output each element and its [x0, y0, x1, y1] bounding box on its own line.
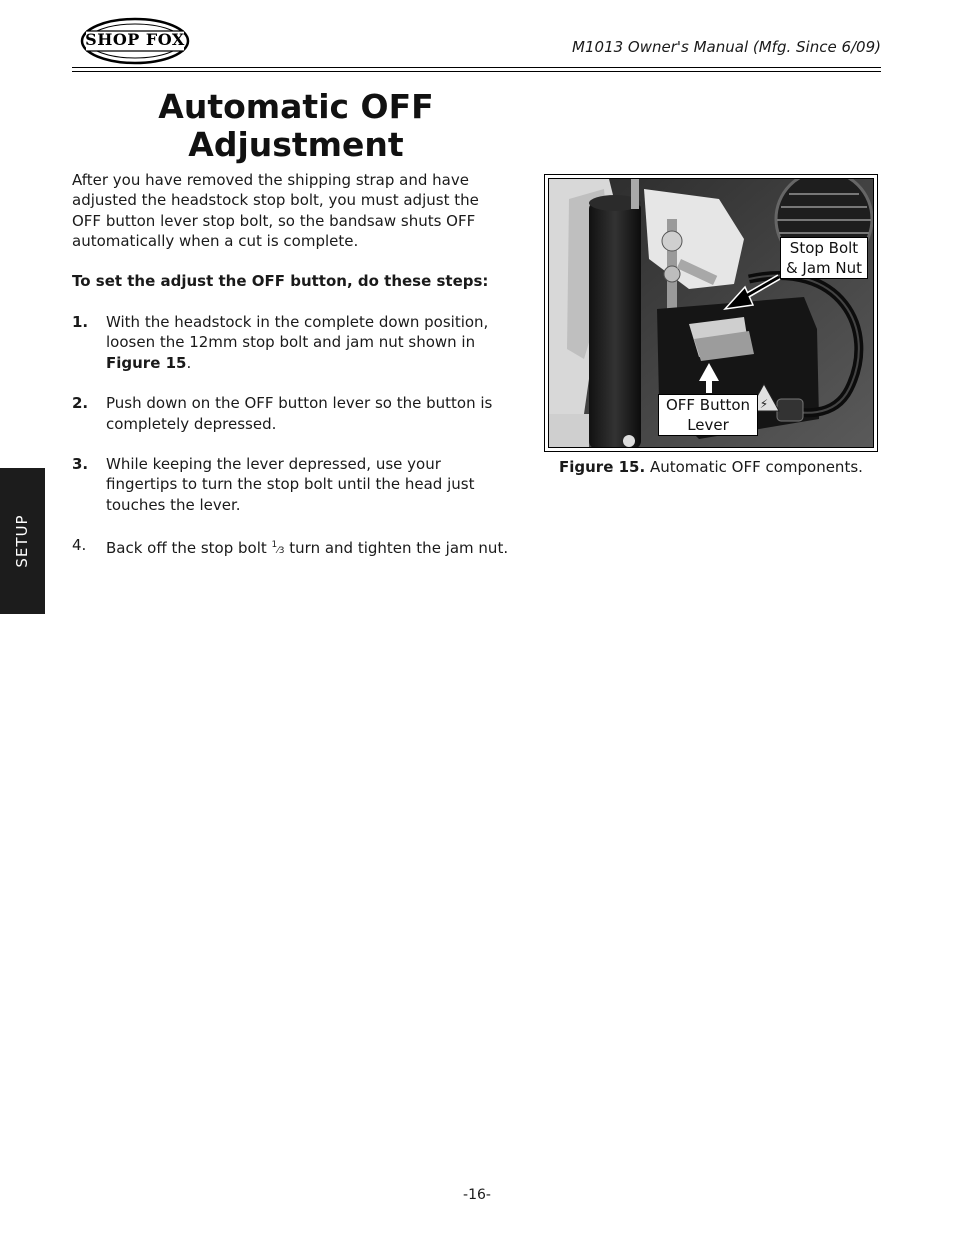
- figure-caption-text: Automatic OFF components.: [645, 458, 863, 476]
- section-title-line2: Adjustment: [188, 125, 404, 164]
- step-item: [72, 535, 512, 561]
- steps-heading: To set the adjust the OFF button, do these steps:: [72, 272, 489, 291]
- figure-15-photo: [548, 178, 874, 448]
- step-number: 2.: [72, 394, 89, 413]
- section-title-line1: Automatic OFF: [158, 87, 434, 126]
- fraction-denominator: 3: [278, 546, 285, 557]
- section-side-tab: [0, 468, 45, 614]
- figure-label: Figure 15.: [559, 458, 646, 476]
- callout-stop-bolt-jam-nut: Stop Bolt & Jam Nut: [780, 237, 868, 279]
- logo-text: SHOP FOX: [85, 30, 185, 49]
- step-item: [72, 393, 512, 434]
- figure-15-frame: [544, 174, 878, 452]
- header-divider: [72, 67, 881, 68]
- step-item: [72, 312, 512, 373]
- step-number: 4.: [72, 536, 87, 555]
- step-number: 3.: [72, 455, 89, 474]
- step-text: Back off the stop bolt $^1$⁄3 turn and tighten the jam nut.: [106, 539, 509, 558]
- svg-text:⚡: ⚡: [759, 397, 769, 411]
- figure-caption: [559, 458, 863, 476]
- header-divider-secondary: [72, 71, 881, 72]
- shop-fox-logo: [80, 16, 190, 66]
- callout-off-button-lever: OFF Button Lever: [658, 394, 758, 436]
- intro-paragraph: After you have removed the shipping strap and have adjusted the headstock stop bolt, you must adjust the OFF button lever stop bolt, so the bandsaw shuts OFF automatically when a cut is complete.: [72, 171, 479, 250]
- step-number: 1.: [72, 313, 89, 332]
- body-text: [72, 170, 512, 582]
- section-title: [72, 88, 520, 164]
- step-text: While keeping the lever depressed, use your fingertips to turn the stop bolt until the head just touches the lever.: [106, 455, 475, 514]
- figure-reference: Figure 15: [106, 353, 187, 372]
- fraction-numerator: 1: [271, 540, 278, 551]
- manual-title: M1013 Owner's Manual (Mfg. Since 6/09): [572, 38, 881, 56]
- step-text: With the headstock in the complete down position, loosen the 12mm stop bolt and jam nut shown in Figure 15.: [106, 313, 489, 372]
- page-number: -16-: [463, 1187, 491, 1203]
- step-text: Push down on the OFF button lever so the button is completely depressed.: [106, 394, 493, 433]
- side-tab-label: SETUP: [13, 514, 31, 568]
- step-item: [72, 454, 512, 515]
